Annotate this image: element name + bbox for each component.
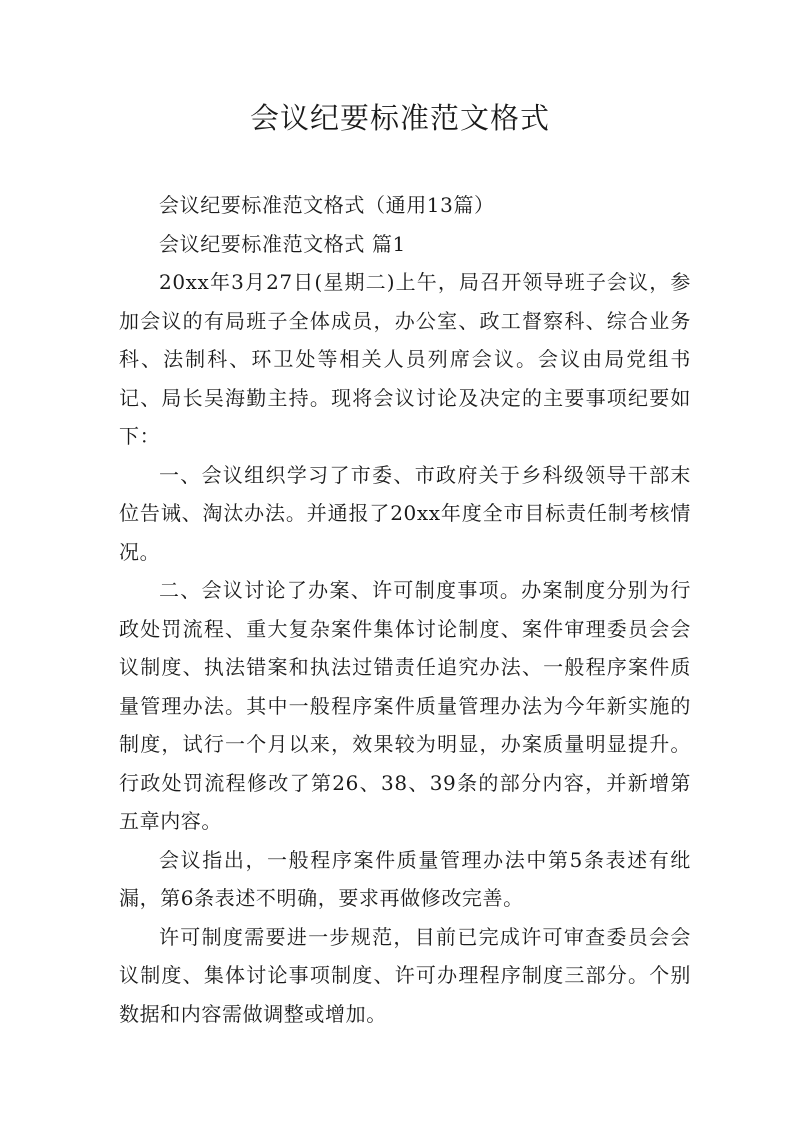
document-title: 会议纪要标准范文格式 xyxy=(249,101,550,135)
paragraph: 许可制度需要进一步规范，目前已完成许可审查委员会会议制度、集体讨论事项制度、许可办理程序制度三部分。个别数据和内容需做调整或增加。 xyxy=(119,924,691,1026)
paragraph: 会议指出，一般程序案件质量管理办法中第5条表述有纰漏，第6条表述不明确，要求再做修改完善。 xyxy=(119,847,691,910)
paragraph: 20xx年3月27日(星期二)上午，局召开领导班子会议，参加会议的有局班子全体成员，办公室、政工督察科、综合业务科、法制科、环卫处等相关人员列席会议。会议由局党组书记、局长吴海勤主持。现将会议讨论及决定的主要事项纪要如下： xyxy=(119,270,691,448)
document-body xyxy=(119,186,691,1033)
paragraph: 一、会议组织学习了市委、市政府关于乡科级领导干部末位告诫、淘汰办法。并通报了20xx年度全市目标责任制考核情况。 xyxy=(119,462,691,564)
paragraph: 二、会议讨论了办案、许可制度事项。办案制度分别为行政处罚流程、重大复杂案件集体讨论制度、案件审理委员会会议制度、执法错案和执法过错责任追究办法、一般程序案件质量管理办法。其中一般程序案件质量管理办法为今年新实施的制度，试行一个月以来，效果较为明显，办案质量明显提升。行政处罚流程修改了第26、38、39条的部分内容，并新增第五章内容。 xyxy=(119,578,691,833)
section-heading: 会议纪要标准范文格式 篇1 xyxy=(159,231,406,256)
document-subtitle: 会议纪要标准范文格式（通用13篇） xyxy=(159,193,495,217)
